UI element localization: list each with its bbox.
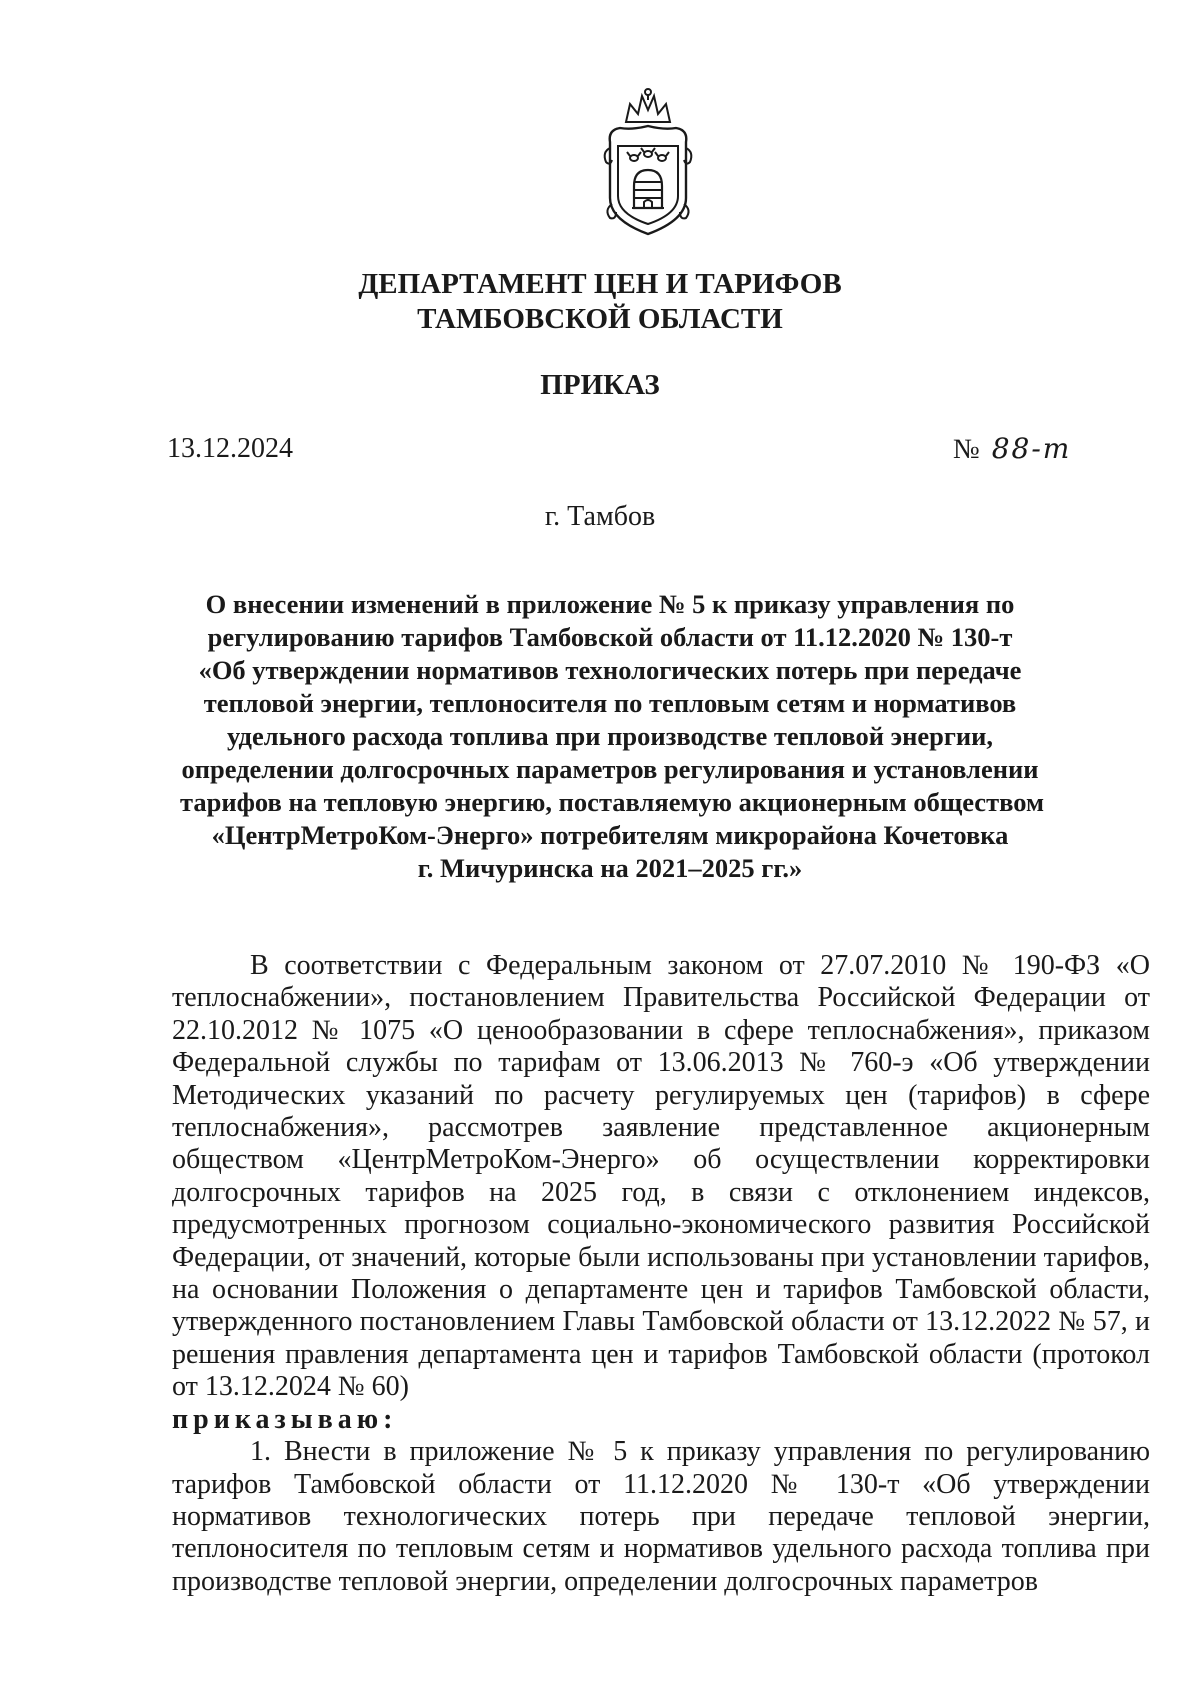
heading-line: «ЦентрМетроКом-Энерго» потребителям микрорайона Кочетовка [211, 820, 1009, 850]
heading-line: «Об утверждении нормативов технологических потерь при передаче [198, 655, 1022, 685]
coat-of-arms-icon [598, 86, 698, 240]
department-line-2: ТАМБОВСКОЙ ОБЛАСТИ [417, 303, 783, 335]
order-keyword: приказываю: [172, 1403, 398, 1435]
order-number [953, 432, 1071, 467]
order-title: ПРИКАЗ [540, 369, 660, 401]
heading-line: г. Мичуринска на 2021–2025 гг.» [417, 853, 803, 883]
handwritten-order-number: 88-т [991, 432, 1072, 465]
heading-line: О внесении изменений в приложение № 5 к приказу управления по [205, 589, 1015, 619]
order-item-1: 1. Внести в приложение № 5 к приказу управления по регулированию тарифов Тамбовской области от 11.12.2020 № 130-т «Об утверждении нормативов технологических потерь при передаче тепловой энергии, теплоносителя по тепловым сетям и нормативов удельного расхода топлива при производстве тепловой энергии, определении долгосрочных параметров [172, 1436, 1150, 1597]
heading-line: тарифов на тепловую энергию, поставляемую акционерным обществом [180, 787, 1045, 817]
department-line-1: ДЕПАРТАМЕНТ ЦЕН И ТАРИФОВ [358, 268, 842, 300]
heading-line: удельного расхода топлива при производстве тепловой энергии, [226, 721, 994, 751]
order-date: 13.12.2024 [167, 433, 293, 464]
order-city: г. Тамбов [544, 501, 656, 532]
heading-line: регулированию тарифов Тамбовской области от 11.12.2020 № 130-т [207, 622, 1013, 652]
number-sign: № [953, 434, 980, 465]
heading-line: тепловой энергии, теплоносителя по тепловым сетям и нормативов [203, 688, 1017, 718]
order-body [172, 950, 1150, 1598]
order-heading [180, 588, 1045, 885]
preamble-paragraph: В соответствии с Федеральным законом от 27.07.2010 № 190-ФЗ «О теплоснабжении», постановлением Правительства Российской Федерации от 22.10.2012 № 1075 «О ценообразовании в сфере теплоснабжения», приказом Федеральной службы по тарифам от 13.06.2013 № 760-э «Об утверждении Методических указаний по расчету регулируемых цен (тарифов) в сфере теплоснабжения», рассмотрев заявление представленное акционерным обществом «ЦентрМетроКом-Энерго» об осуществлении корректировки долгосрочных тарифов на 2025 год, в связи с отклонением индексов, предусмотренных прогнозом социально-экономического развития Российской Федерации, от значений, которые были использованы при установлении тарифов, на основании Положения о департаменте цен и тарифов Тамбовской области, утвержденного постановлением Главы Тамбовской области от 13.12.2022 № 57, и решения правления департамента цен и тарифов Тамбовской области (протокол от 13.12.2024 № 60) [172, 950, 1150, 1403]
heading-line: определении долгосрочных параметров регулирования и установлении [181, 754, 1039, 784]
department-name [0, 267, 1200, 337]
